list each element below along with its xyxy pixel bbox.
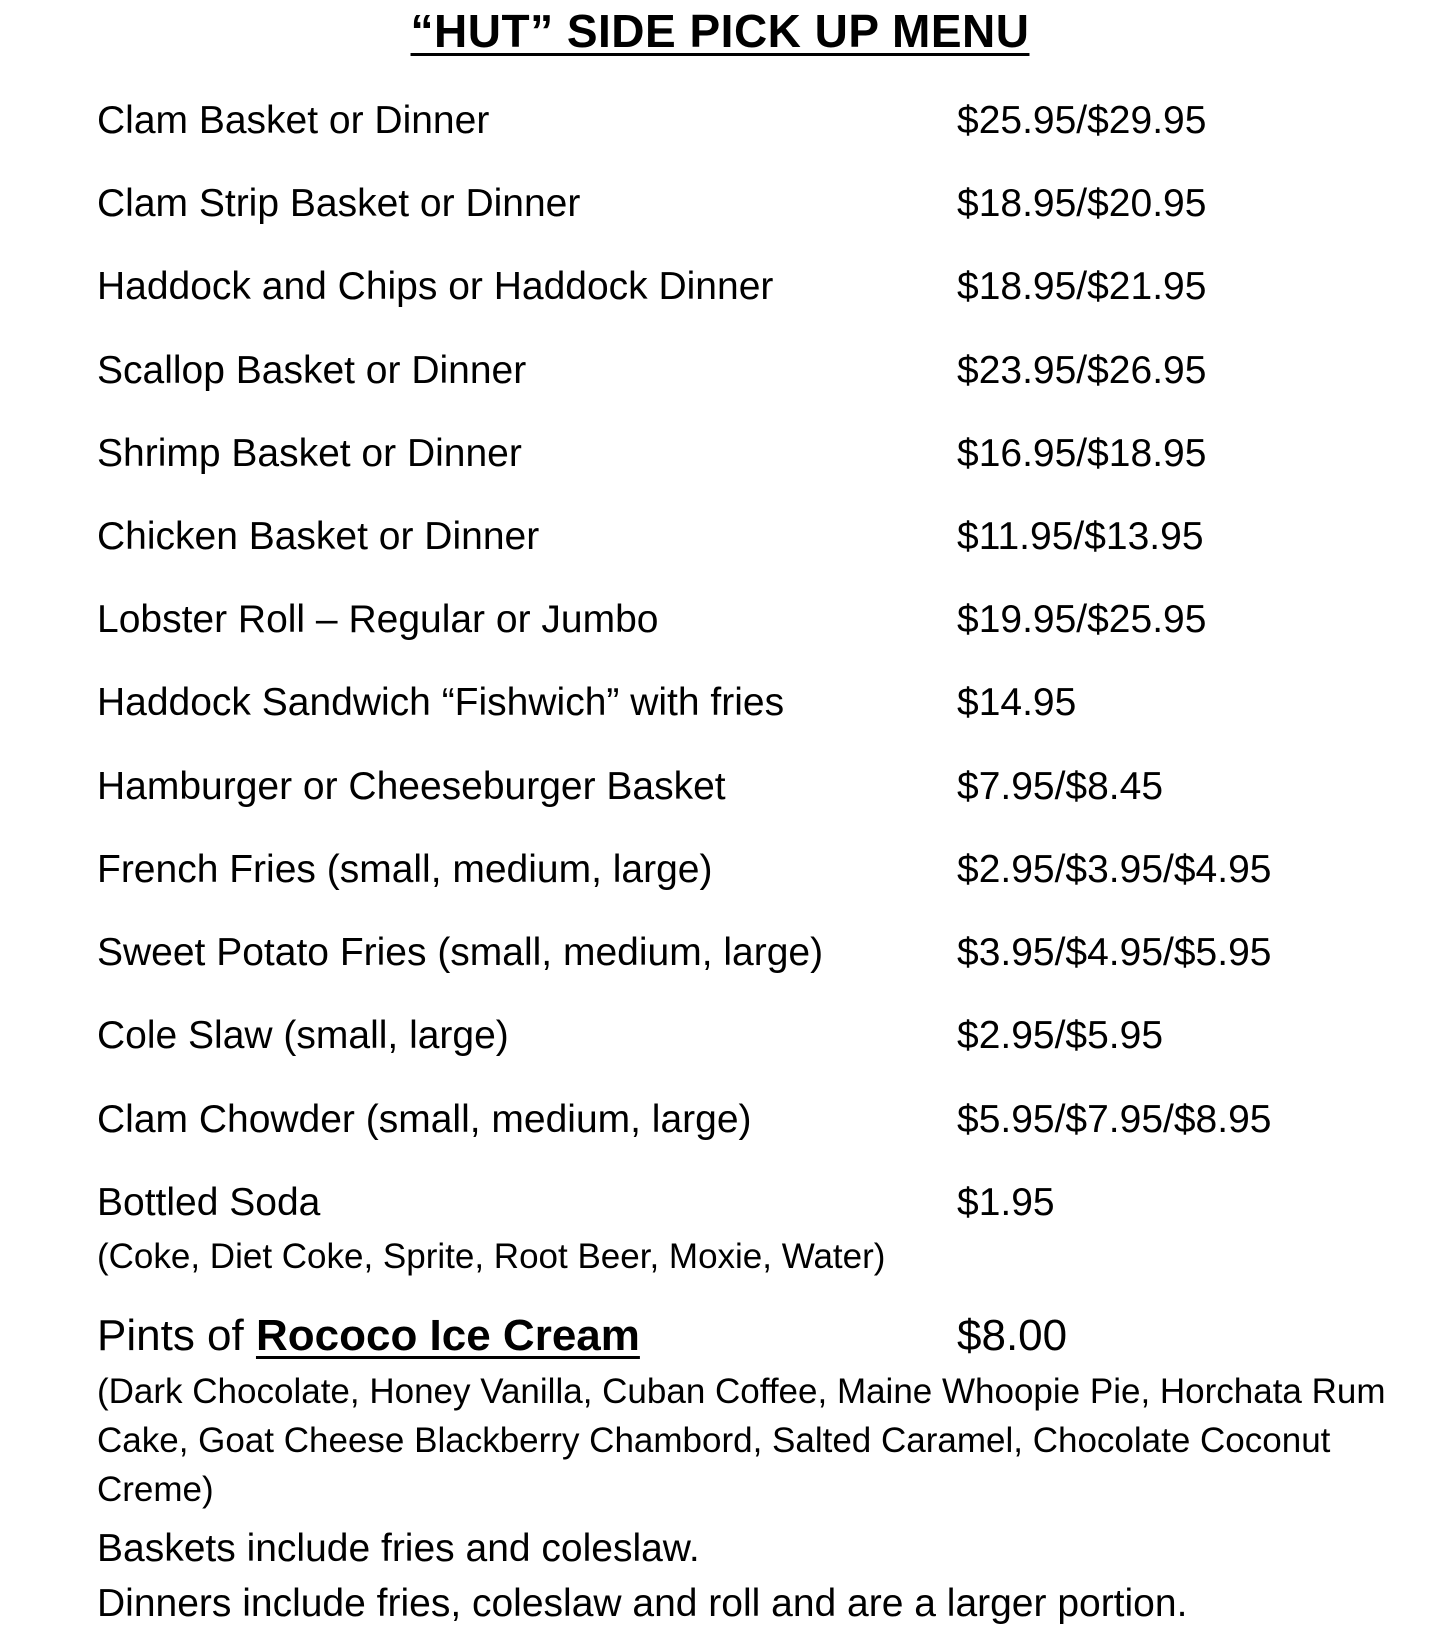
menu-item-name: Scallop Basket or Dinner — [97, 349, 527, 392]
menu-item-price: $1.95 — [957, 1181, 1055, 1224]
menu-item-price: $2.95/$3.95/$4.95 — [957, 848, 1272, 891]
menu-item-name: Chicken Basket or Dinner — [97, 515, 540, 558]
menu-item — [97, 512, 1417, 562]
ice-cream-item — [97, 1308, 1417, 1364]
menu-item — [97, 928, 1417, 978]
menu-item-name: Hamburger or Cheeseburger Basket — [97, 765, 726, 808]
menu-item-name: Shrimp Basket or Dinner — [97, 432, 522, 475]
menu-item — [97, 1095, 1417, 1145]
menu-item-name: Haddock and Chips or Haddock Dinner — [97, 265, 774, 308]
menu-item — [97, 262, 1417, 312]
menu-item-price: $18.95/$21.95 — [957, 265, 1207, 308]
menu-item — [97, 1178, 1417, 1228]
menu-item — [97, 678, 1417, 728]
ice-cream-price: $8.00 — [957, 1311, 1068, 1360]
dinners-note: Dinners include fries, coleslaw and roll and are a larger portion. — [97, 1582, 1188, 1625]
menu-item-price: $16.95/$18.95 — [957, 432, 1207, 475]
menu-item-price: $2.95/$5.95 — [957, 1014, 1164, 1057]
ice-cream-prefix: Pints of — [97, 1311, 256, 1360]
menu-item — [97, 96, 1417, 146]
menu-item-name: Haddock Sandwich “Fishwich” with fries — [97, 681, 785, 724]
menu-item-price: $5.95/$7.95/$8.95 — [957, 1098, 1272, 1141]
menu-title — [0, 4, 1440, 58]
menu-item-price: $3.95/$4.95/$5.95 — [957, 931, 1272, 974]
menu-item — [97, 179, 1417, 229]
menu-item-name: Clam Basket or Dinner — [97, 99, 490, 142]
menu-title-text: “HUT” SIDE PICK UP MENU — [410, 5, 1030, 57]
menu-item-name: Sweet Potato Fries (small, medium, large) — [97, 931, 824, 974]
menu-item-name: French Fries (small, medium, large) — [97, 848, 713, 891]
menu-item-price: $23.95/$26.95 — [957, 349, 1207, 392]
menu-item-price: $11.95/$13.95 — [957, 515, 1204, 558]
menu-item — [97, 429, 1417, 479]
menu-item-name: Clam Chowder (small, medium, large) — [97, 1098, 752, 1141]
menu-item — [97, 845, 1417, 895]
menu-item-price: $7.95/$8.45 — [957, 765, 1164, 808]
ice-cream-flavors: (Dark Chocolate, Honey Vanilla, Cuban Coffee, Maine Whoopie Pie, Horchata Rum Cake, Goat Cheese Blackberry Chambord, Salted Caramel, Chocolate Coconut Creme) — [97, 1372, 1386, 1509]
menu-item-name: Cole Slaw (small, large) — [97, 1014, 509, 1057]
menu-item-name: Lobster Roll – Regular or Jumbo — [97, 598, 659, 641]
ice-cream-brand: Rococo Ice Cream — [255, 1311, 640, 1360]
soda-varieties: (Coke, Diet Coke, Sprite, Root Beer, Moxie, Water) — [97, 1237, 886, 1276]
menu-item — [97, 762, 1417, 812]
menu-item-price: $19.95/$25.95 — [957, 598, 1207, 641]
menu-item-price: $14.95 — [957, 681, 1077, 724]
menu-item — [97, 595, 1417, 645]
menu-item — [97, 1011, 1417, 1061]
menu-item-price: $25.95/$29.95 — [957, 99, 1207, 142]
menu-item-price: $18.95/$20.95 — [957, 182, 1207, 225]
menu-item — [97, 346, 1417, 396]
baskets-note: Baskets include fries and coleslaw. — [97, 1527, 700, 1570]
ice-cream-name — [97, 1308, 640, 1364]
menu-item-name: Clam Strip Basket or Dinner — [97, 182, 581, 225]
menu-item-name: Bottled Soda — [97, 1181, 321, 1224]
